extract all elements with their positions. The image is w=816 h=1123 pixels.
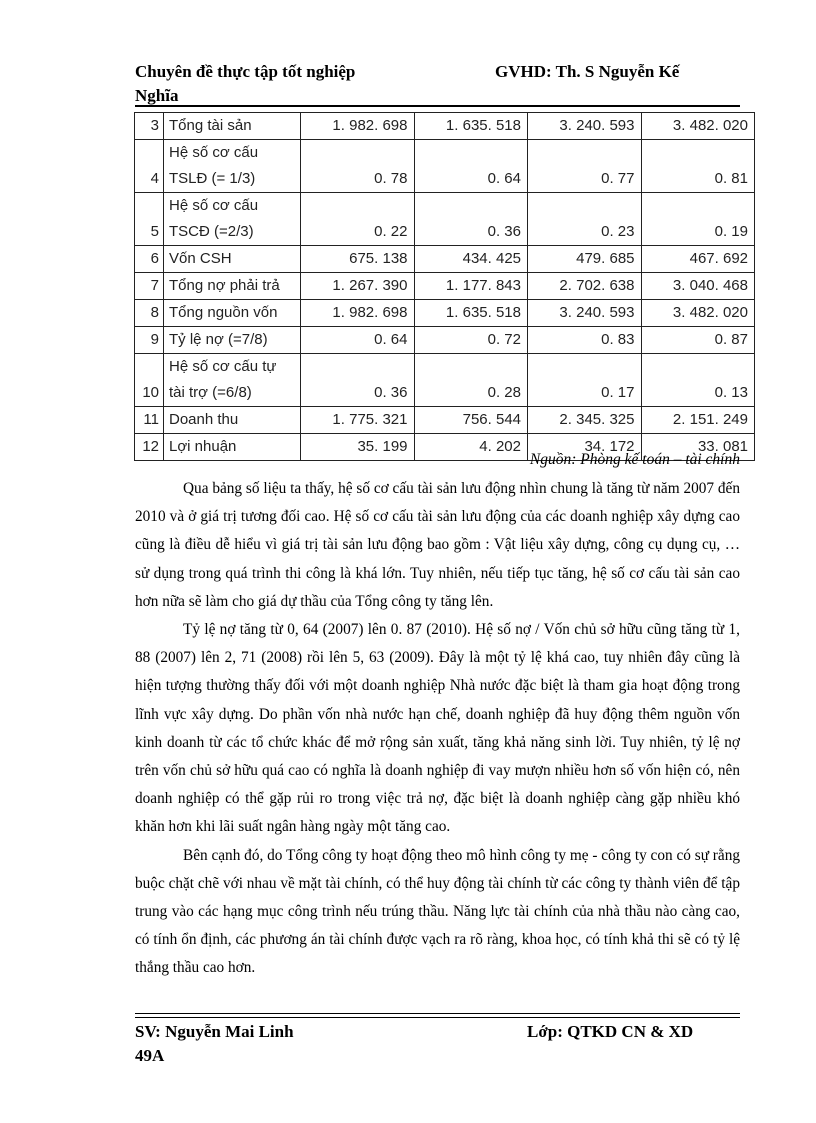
row-label-line: Hệ số cơ cấu bbox=[169, 197, 259, 214]
row-label-line: TSCĐ (=2/3) bbox=[169, 223, 254, 240]
row-label-line: Hệ số cơ cấu tự bbox=[169, 358, 277, 375]
table-row bbox=[135, 193, 755, 246]
body-text bbox=[135, 475, 740, 983]
row-label bbox=[164, 354, 301, 407]
table-row bbox=[135, 113, 755, 140]
row-label bbox=[164, 113, 301, 140]
value-cell: 479. 685 bbox=[528, 246, 642, 273]
table-row bbox=[135, 246, 755, 273]
row-label-line: tài trợ (=6/8) bbox=[169, 384, 252, 401]
row-number: 6 bbox=[135, 246, 164, 273]
financial-table bbox=[134, 112, 755, 461]
paragraph: Bên cạnh đó, do Tổng công ty hoạt động theo mô hình công ty mẹ - công ty con có sự rằng buộc chặt chẽ với nhau về mặt tài chính, có thể huy động tài chính từ các công ty thành viên để tập trung vào các hạng mục công trình nếu trúng thầu. Năng lực tài chính của nhà thầu nào càng cao, có tính ổn định, các phương án tài chính được vạch ra rõ ràng, khoa học, có tính khả thi sẽ có tỷ lệ thắng thầu cao hơn. bbox=[135, 846, 740, 977]
table-source: Nguồn: Phòng kế toán – tài chính bbox=[529, 451, 740, 468]
header-title: Chuyên đề thực tập tốt nghiệp bbox=[135, 62, 356, 81]
footer-student-cont: 49A bbox=[135, 1046, 165, 1065]
row-label-line: TSLĐ (= 1/3) bbox=[169, 170, 256, 187]
row-label-line: Doanh thu bbox=[169, 411, 239, 428]
row-label bbox=[164, 140, 301, 193]
value-cell: 1. 775. 321 bbox=[301, 407, 415, 434]
value-cell: 1. 177. 843 bbox=[414, 273, 528, 300]
value-cell: 0. 64 bbox=[414, 140, 528, 193]
row-label-line: Tổng tài sản bbox=[169, 117, 252, 134]
footer-rule bbox=[135, 1013, 740, 1018]
row-number: 3 bbox=[135, 113, 164, 140]
row-label bbox=[164, 407, 301, 434]
row-number: 11 bbox=[135, 407, 164, 434]
value-cell: 35. 199 bbox=[301, 434, 415, 461]
value-cell: 0. 81 bbox=[641, 140, 755, 193]
row-label-line: Hệ số cơ cấu bbox=[169, 144, 259, 161]
paragraph: Qua bảng số liệu ta thấy, hệ số cơ cấu tài sản lưu động nhìn chung là tăng từ năm 2007 đến 2010 và ở giá trị tương đối cao. Hệ số cơ cấu tài sản lưu động của các doanh nghiệp xây dựng cao cũng là điều dễ hiểu vì giá trị tài sản lưu động bao gồm : Vật liệu xây dựng, công cụ dụng cụ, … sử dụng trong quá trình thi công là khá lớn. Tuy nhiên, nếu tiếp tục tăng, hệ số cơ cấu tài sản cao hơn nữa sẽ làm cho giá dự thầu của Tổng công ty tăng lên. bbox=[135, 480, 740, 610]
value-cell: 3. 240. 593 bbox=[528, 113, 642, 140]
header-rule bbox=[135, 105, 740, 107]
value-cell: 0. 28 bbox=[414, 354, 528, 407]
value-cell: 3. 482. 020 bbox=[641, 300, 755, 327]
row-label bbox=[164, 246, 301, 273]
row-label bbox=[164, 193, 301, 246]
table-row bbox=[135, 300, 755, 327]
row-label-line: Vốn CSH bbox=[169, 250, 232, 267]
table-row bbox=[135, 327, 755, 354]
value-cell: 0. 77 bbox=[528, 140, 642, 193]
row-label-line: Tỷ lệ nợ (=7/8) bbox=[169, 331, 268, 348]
value-cell: 1. 982. 698 bbox=[301, 113, 415, 140]
value-cell: 1. 267. 390 bbox=[301, 273, 415, 300]
row-label bbox=[164, 273, 301, 300]
header-advisor-cont: Nghĩa bbox=[135, 86, 179, 105]
value-cell: 0. 83 bbox=[528, 327, 642, 354]
row-label-line: Tổng nguồn vốn bbox=[169, 304, 278, 321]
value-cell: 2. 151. 249 bbox=[641, 407, 755, 434]
value-cell: 4. 202 bbox=[414, 434, 528, 461]
value-cell: 0. 36 bbox=[414, 193, 528, 246]
page-header bbox=[135, 60, 740, 108]
value-cell: 0. 36 bbox=[301, 354, 415, 407]
table-row bbox=[135, 354, 755, 407]
value-cell: 0. 22 bbox=[301, 193, 415, 246]
row-number: 4 bbox=[135, 140, 164, 193]
table-row bbox=[135, 407, 755, 434]
paragraph: Tỷ lệ nợ tăng từ 0, 64 (2007) lên 0. 87 (2010). Hệ số nợ / Vốn chủ sở hữu cũng tăng từ 1, 88 (2007) lên 2, 71 (2008) rồi lên 5, 63 (2009). Đây là một tỷ lệ khá cao, tuy nhiên đây cũng là hiện tượng thường thấy đối với một doanh nghiệp Nhà nước đặc biệt là tham gia hoạt động trong lĩnh vực xây dựng. Do phần vốn nhà nước hạn chế, doanh nghiệp đã huy động thêm nguồn vốn kinh doanh từ các tổ chức khác để mở rộng sản xuất, tăng khả năng sinh lời. Tuy nhiên, tỷ lệ nợ trên vốn chủ sở hữu quá cao có nghĩa là doanh nghiệp đi vay mượn nhiều hơn số vốn hiện có, nên doanh nghiệp có thể gặp rủi ro trong việc trả nợ, đặc biệt là doanh nghiệp càng gặp nhiều khó khăn hơn khi lãi suất ngân hàng ngày một tăng cao. bbox=[135, 621, 740, 836]
value-cell: 0. 87 bbox=[641, 327, 755, 354]
value-cell: 0. 17 bbox=[528, 354, 642, 407]
value-cell: 1. 635. 518 bbox=[414, 113, 528, 140]
value-cell: 0. 64 bbox=[301, 327, 415, 354]
row-label-line: Tổng nợ phải trả bbox=[169, 277, 280, 294]
footer-class: Lớp: QTKD CN & XD bbox=[527, 1022, 694, 1041]
row-label bbox=[164, 327, 301, 354]
value-cell: 756. 544 bbox=[414, 407, 528, 434]
page-footer bbox=[135, 1020, 740, 1068]
header-advisor: GVHD: Th. S Nguyễn Kế bbox=[495, 62, 680, 81]
row-number: 5 bbox=[135, 193, 164, 246]
row-number: 9 bbox=[135, 327, 164, 354]
value-cell: 3. 482. 020 bbox=[641, 113, 755, 140]
value-cell: 467. 692 bbox=[641, 246, 755, 273]
value-cell: 3. 240. 593 bbox=[528, 300, 642, 327]
value-cell: 34. 172 bbox=[528, 434, 642, 461]
value-cell: 434. 425 bbox=[414, 246, 528, 273]
row-label bbox=[164, 300, 301, 327]
value-cell: 0. 78 bbox=[301, 140, 415, 193]
row-number: 12 bbox=[135, 434, 164, 461]
value-cell: 0. 72 bbox=[414, 327, 528, 354]
value-cell: 0. 19 bbox=[641, 193, 755, 246]
value-cell: 1. 982. 698 bbox=[301, 300, 415, 327]
value-cell: 2. 702. 638 bbox=[528, 273, 642, 300]
value-cell: 675. 138 bbox=[301, 246, 415, 273]
value-cell: 1. 635. 518 bbox=[414, 300, 528, 327]
table-row bbox=[135, 273, 755, 300]
value-cell: 0. 23 bbox=[528, 193, 642, 246]
row-number: 7 bbox=[135, 273, 164, 300]
table-row bbox=[135, 140, 755, 193]
value-cell: 33. 081 bbox=[641, 434, 755, 461]
value-cell: 2. 345. 325 bbox=[528, 407, 642, 434]
value-cell: 0. 13 bbox=[641, 354, 755, 407]
value-cell: 3. 040. 468 bbox=[641, 273, 755, 300]
row-number: 10 bbox=[135, 354, 164, 407]
row-label-line: Lợi nhuận bbox=[169, 438, 237, 455]
row-number: 8 bbox=[135, 300, 164, 327]
footer-student: SV: Nguyễn Mai Linh bbox=[135, 1022, 294, 1041]
